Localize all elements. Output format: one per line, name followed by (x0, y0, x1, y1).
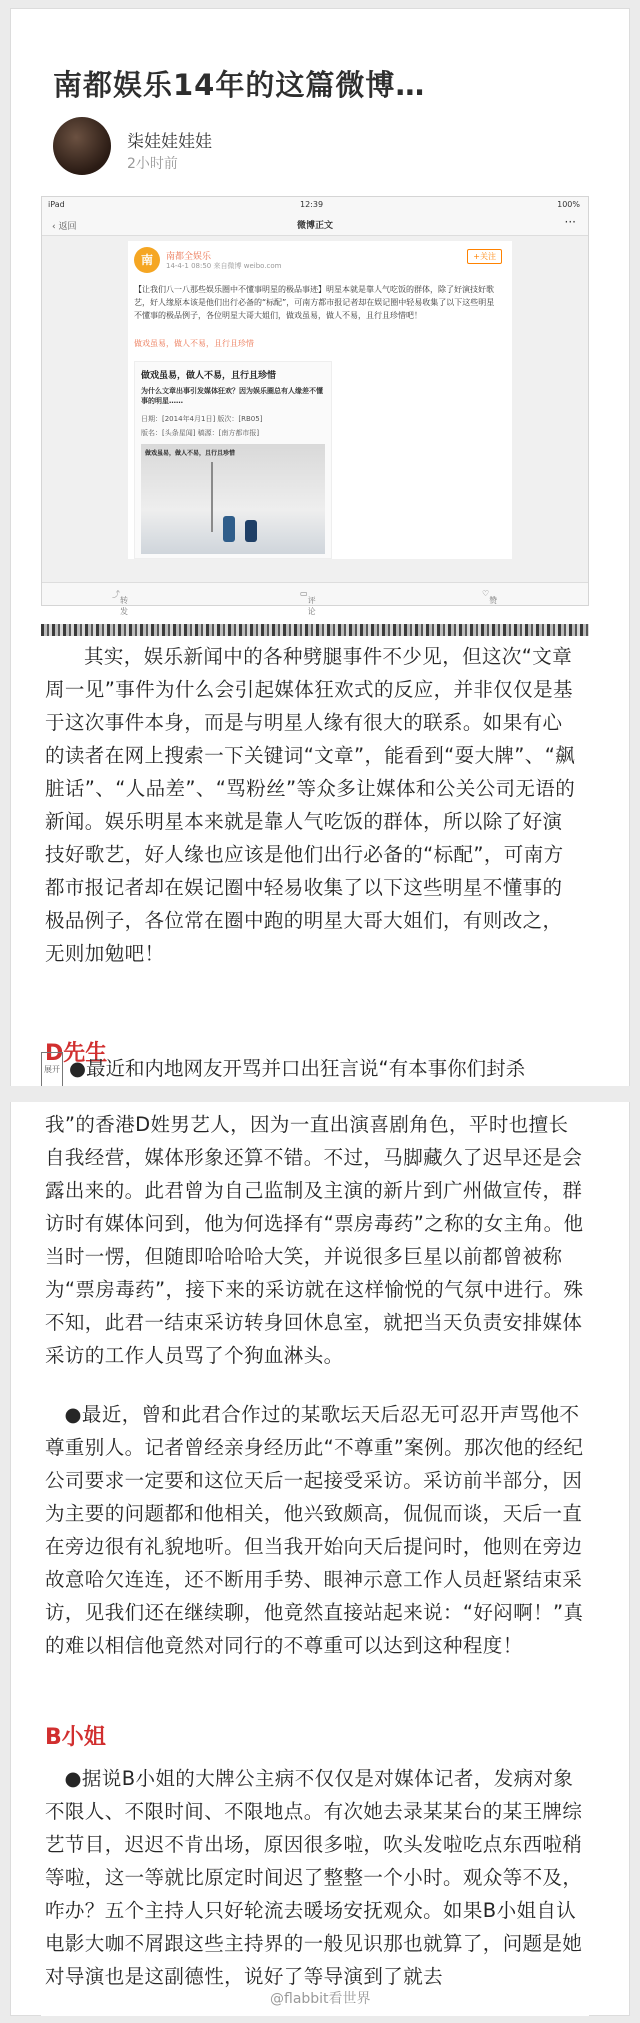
photo-caption: 做戏虽易，做人不易，且行且珍惜 (145, 450, 236, 457)
embedded-weibo-screenshot (41, 196, 589, 616)
status-bar (42, 197, 588, 213)
torn-paper-edge (41, 624, 589, 636)
clip1-tail-text: ●最近和内地网友开骂并口出狂言说“有本事你们封杀 (69, 1057, 526, 1080)
section-heading-d: D先生 (45, 1041, 108, 1066)
back-link: ‹ 返回 (52, 222, 77, 232)
clipping-date: 日期：[2014年4月1日] 版次：[RB05] (141, 415, 263, 423)
figure-illustration (245, 520, 257, 542)
weibo-navbar (42, 213, 588, 236)
like-action: ♡ 赞 (482, 589, 498, 605)
poster-name: 南都全娱乐 (166, 252, 212, 262)
clip2-paragraph-2: ●最近，曾和此君合作过的某歌坛天后忍无可忍开声骂他不尊重别人。记者曾经亲身经历此“不尊重”案例。那次他的经纪公司要求一定要和这位天后一起接受采访。采访前半部分，因为主要的问题都和他相关，他兴致颇高，侃侃而谈，天后一直在旁边很有礼貌地听。但当我开始向天后提问时，他则在旁边故意哈欠连连，还不断用手势、眼神示意工作人员赶紧结束采访，见我们还在继续聊，他竟然直接站起来说：“好闷啊！”真的难以相信他竟然对同行的不尊重可以达到这种程度！ (45, 1403, 584, 1657)
poster-logo: 南 (134, 247, 160, 273)
newspaper-clipping-image (134, 361, 332, 559)
author-avatar[interactable] (53, 117, 111, 175)
author-name[interactable]: 柒娃娃娃娃 (127, 132, 212, 152)
follow-button: +关注 (467, 249, 502, 264)
figure-illustration (223, 516, 235, 542)
news-clip-2 (41, 1108, 589, 2016)
poster-meta: 14-4-1 08:50 来自微博 weibo.com (166, 262, 282, 270)
section-heading-b: B小姐 (45, 1725, 106, 1750)
clipping-photo (141, 444, 325, 554)
article-title[interactable]: 南都娱乐14年的这篇微博… (53, 68, 426, 102)
clipping-subtitle: 为什么文章出事引发媒体狂欢？因为娱乐圈总有人缘差不懂事的明星…… (141, 387, 323, 405)
clipping-section: 版名：[头条星闻] 稿源：[南方都市报] (141, 429, 260, 437)
clip1-paragraph: 其实，娱乐新闻中的各种劈腿事件不少见，但这次“文章周一见”事件为什么会引起媒体狂欢式的反应，并非仅仅是基于这次事件本身，而是与明星人缘有很大的联系。如果有心的读者在网上搜索一下关键词“文章”，能看到“耍大牌”、“飙脏话”、“人品差”、“骂粉丝”等众多让媒体和公关公司无语的新闻。娱乐明星本来就是靠人气吃饭的群体，所以除了好演技好歌艺，好人缘也应该是他们出行必备的“标配”，可南方都市报记者却在娱记圈中轻易收集了以下这些明星不懂事的极品例子，各位常在圈中跑的明星大哥大姐们，有则改之，无则加勉吧！ (45, 645, 576, 965)
device-label: iPad (48, 200, 65, 209)
post-tags: 做戏虽易，做人不易，且行且珍惜 (134, 339, 254, 348)
news-clip-1 (41, 640, 589, 1066)
clip2-paragraph-3: ●据说B小姐的大牌公主病不仅仅是对媒体记者，发病对象不限人、不限时间、不限地点。有次她去录某某台的某王牌综艺节目，迟迟不肯出场，原因很多啦，吹头发啦吃点东西啦稍等啦，这一等就比原定时间迟了整整一个小时。观众等不及，咋办？五个主持人只好轮流去暖场安抚观众。如果B小姐自认电影大咖不屑跟这些主持界的一般见识那也就算了，问题是她对导演也是这副德性，说好了等导演到了就去 (45, 1767, 583, 1988)
weibo-watermark: @flabbit看世界 (270, 1991, 371, 2007)
weibo-toolbar (42, 582, 588, 616)
expand-tag: 展开 (41, 1052, 63, 1087)
post-text: 【让我们八一八那些娱乐圈中不懂事明星的极品事迹】明星本就是靠人气吃饭的群体，除了好演技好歌艺，好人缘原本该是他们出行必备的“标配”，可南方都市报记者却在娱记圈中轻易收集了以下这些明星不懂事的极品例子，各位明星大哥大姐们，做戏虽易，做人不易，且行且珍惜吧！ (134, 285, 495, 320)
clip2-paragraph-1: 我”的香港D姓男艺人，因为一直出演喜剧角色，平时也擅长自我经营，媒体形象还算不错。不过，马脚藏久了迟早还是会露出来的。此君曾为自己监制及主演的新片到广州做宣传，群访时有媒体问到，他为何选择有“票房毒药”之称的女主角。他当时一愣，但随即哈哈哈大笑，并说很多巨星以前都曾被称为“票房毒药”，接下来的采访就在这样愉悦的气氛中进行。殊不知，此君一结束采访转身回休息室，就把当天负责安排媒体采访的工作人员骂了个狗血淋头。 (45, 1113, 584, 1367)
clip-separator (10, 1086, 630, 1102)
post-time: 2小时前 (127, 156, 178, 172)
comment-action: ▭ 评论 (300, 589, 316, 616)
clip1-tail-line (41, 1052, 589, 1087)
repost-action: ⤴ 转发 (112, 590, 128, 616)
navbar-title: 微博正文 (296, 221, 333, 231)
clipping-title: 做戏虽易，做人不易，且行且珍惜 (141, 371, 277, 381)
more-icon: ··· (564, 215, 576, 229)
status-time: 12:39 (300, 200, 324, 209)
battery-level: 100% (557, 200, 580, 209)
weibo-post-card (128, 241, 512, 559)
